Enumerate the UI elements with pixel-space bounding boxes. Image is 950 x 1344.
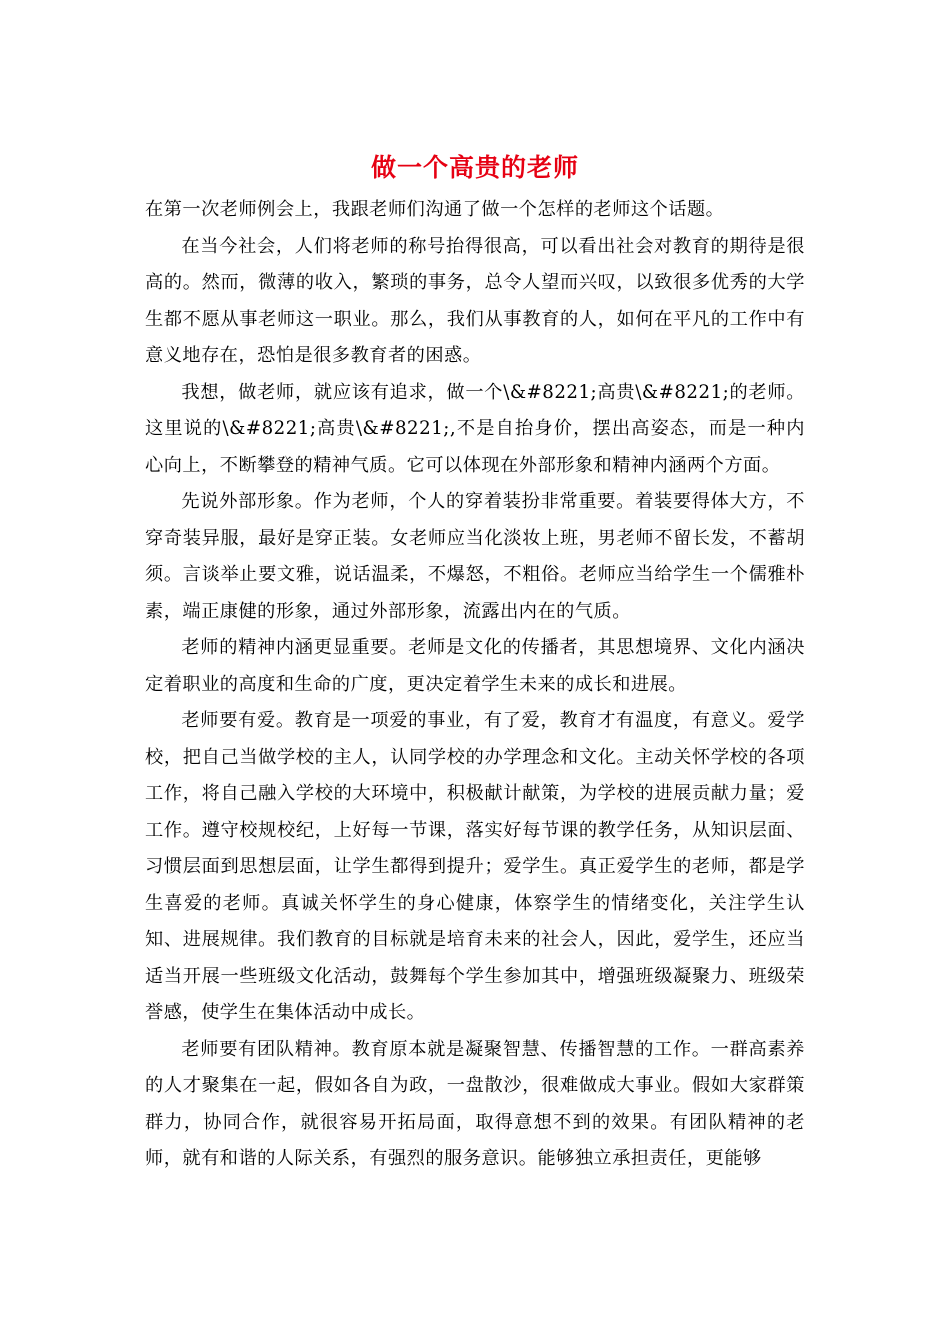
paragraph-intro: 在第一次老师例会上，我跟老师们沟通了做一个怎样的老师这个话题。 xyxy=(145,199,725,220)
document-title: 做一个高贵的老师 xyxy=(370,153,579,182)
paragraph-society: 在当今社会，人们将老师的称号抬得很高，可以看出社会对教育的期待是很高的。然而，微薄的收入，繁琐的事务，总令人望而兴叹，以致很多优秀的大学生都不愿从事老师这一职业。那么，我们从事教育的人，如何在平凡的工作中有意义地存在，恐怕是很多教育者的困惑。 xyxy=(145,235,805,366)
document-page xyxy=(145,150,805,1178)
paragraph-appearance: 先说外部形象。作为老师，个人的穿着装扮非常重要。着装要得体大方，不穿奇装异服，最好是穿正装。女老师应当化淡妆上班，男老师不留长发，不蓄胡须。言谈举止要文雅，说话温柔，不爆怒，不粗俗。老师应当给学生一个儒雅朴素，端正康健的形象，通过外部形象，流露出内在的气质。 xyxy=(145,491,805,622)
paragraph-spirit: 老师的精神内涵更显重要。老师是文化的传播者，其思想境界、文化内涵决定着职业的高度和生命的广度，更决定着学生未来的成长和进展。 xyxy=(145,637,805,695)
paragraph-love: 老师要有爱。教育是一项爱的事业，有了爱，教育才有温度，有意义。爱学校，把自己当做学校的主人，认同学校的办学理念和文化。主动关怀学校的各项工作，将自己融入学校的大环境中，积极献计献策，为学校的进展贡献力量；爱工作。遵守校规校纪，上好每一节课，落实好每节课的教学任务，从知识层面、习惯层面到思想层面，让学生都得到提升；爱学生。真正爱学生的老师，都是学生喜爱的老师。真诚关怀学生的身心健康，体察学生的情绪变化，关注学生认知、进展规律。我们教育的目标就是培育未来的社会人，因此，爱学生，还应当适当开展一些班级文化活动，鼓舞每个学生参加其中，增强班级凝聚力、班级荣誉感，使学生在集体活动中成长。 xyxy=(145,710,805,1023)
paragraph-noble: 我想，做老师，就应该有追求，做一个\&#8221;高贵\&#8221;的老师。这里说的\&#8221;高贵\&#8221;,不是自抬身价，摆出高姿态，而是一种内心向上，不断攀登的精神气质。它可以体现在外部形象和精神内涵两个方面。 xyxy=(145,381,805,476)
paragraph-teamwork: 老师要有团队精神。教育原本就是凝聚智慧、传播智慧的工作。一群高素养的人才聚集在一起，假如各自为政，一盘散沙，很难做成大事业。假如大家群策群力，协同合作，就很容易开拓局面，取得意想不到的效果。有团队精神的老师，就有和谐的人际关系，有强烈的服务意识。能够独立承担责任，更能够 xyxy=(145,1038,805,1169)
